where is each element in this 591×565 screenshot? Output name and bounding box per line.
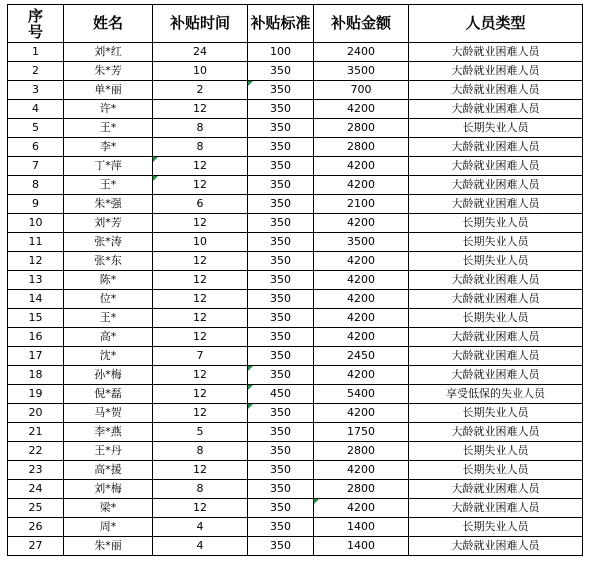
cell-amount[interactable]: 3500: [314, 233, 409, 252]
cell-type[interactable]: 大龄就业困难人员: [409, 366, 583, 385]
cell-type[interactable]: 大龄就业困难人员: [409, 195, 583, 214]
cell-amount[interactable]: 4200: [314, 157, 409, 176]
cell-months[interactable]: 12: [153, 100, 248, 119]
cell-months[interactable]: 8: [153, 119, 248, 138]
cell-months[interactable]: 12: [153, 214, 248, 233]
cell-standard[interactable]: 350: [248, 62, 314, 81]
cell-standard[interactable]: 350: [248, 100, 314, 119]
table-row: [8, 157, 583, 176]
cell-amount[interactable]: 4200: [314, 100, 409, 119]
cell-standard[interactable]: 350: [248, 252, 314, 271]
cell-standard[interactable]: 350: [248, 214, 314, 233]
table-row: [8, 290, 583, 309]
cell-standard[interactable]: 350: [248, 81, 314, 100]
cell-standard[interactable]: 350: [248, 176, 314, 195]
cell-seq[interactable]: 25: [8, 499, 64, 518]
cell-standard[interactable]: 100: [248, 43, 314, 62]
cell-months[interactable]: 10: [153, 233, 248, 252]
cell-type[interactable]: 长期失业人员: [409, 119, 583, 138]
cell-seq[interactable]: 12: [8, 252, 64, 271]
cell-months[interactable]: 12: [153, 176, 248, 195]
cell-amount[interactable]: 4200: [314, 366, 409, 385]
cell-amount[interactable]: 4200: [314, 271, 409, 290]
cell-seq[interactable]: 22: [8, 442, 64, 461]
cell-amount[interactable]: 2800: [314, 442, 409, 461]
cell-type[interactable]: 大龄就业困难人员: [409, 157, 583, 176]
cell-months[interactable]: 12: [153, 385, 248, 404]
cell-standard[interactable]: 350: [248, 290, 314, 309]
cell-standard[interactable]: 350: [248, 442, 314, 461]
cell-seq[interactable]: 3: [8, 81, 64, 100]
cell-seq[interactable]: 14: [8, 290, 64, 309]
cell-seq[interactable]: 6: [8, 138, 64, 157]
table-row: [8, 176, 583, 195]
cell-seq[interactable]: 26: [8, 518, 64, 537]
cell-type[interactable]: 长期失业人员: [409, 252, 583, 271]
table-row: [8, 100, 583, 119]
cell-seq[interactable]: 7: [8, 157, 64, 176]
cell-standard[interactable]: 350: [248, 157, 314, 176]
cell-amount[interactable]: 4200: [314, 252, 409, 271]
cell-months[interactable]: 12: [153, 328, 248, 347]
table-row: [8, 423, 583, 442]
table-row: [8, 537, 583, 556]
cell-months[interactable]: 8: [153, 442, 248, 461]
cell-type[interactable]: 享受低保的失业人员: [409, 385, 583, 404]
cell-name[interactable]: 梁*: [64, 499, 153, 518]
table-row: [8, 271, 583, 290]
cell-seq[interactable]: 27: [8, 537, 64, 556]
cell-standard[interactable]: 350: [248, 537, 314, 556]
cell-seq[interactable]: 15: [8, 309, 64, 328]
cell-name[interactable]: 王*丹: [64, 442, 153, 461]
cell-seq[interactable]: 24: [8, 480, 64, 499]
cell-months[interactable]: 7: [153, 347, 248, 366]
cell-amount[interactable]: 2800: [314, 119, 409, 138]
cell-amount[interactable]: 1400: [314, 537, 409, 556]
cell-name[interactable]: 朱*强: [64, 195, 153, 214]
cell-name[interactable]: 李*: [64, 138, 153, 157]
cell-type[interactable]: 大龄就业困难人员: [409, 480, 583, 499]
header-row: [8, 5, 583, 43]
table-row: [8, 309, 583, 328]
cell-months[interactable]: 12: [153, 157, 248, 176]
cell-name[interactable]: 陈*: [64, 271, 153, 290]
cell-months[interactable]: 12: [153, 271, 248, 290]
cell-months[interactable]: 12: [153, 499, 248, 518]
table-row: [8, 366, 583, 385]
cell-seq[interactable]: 2: [8, 62, 64, 81]
cell-standard[interactable]: 350: [248, 138, 314, 157]
cell-standard[interactable]: 350: [248, 195, 314, 214]
table-row: [8, 43, 583, 62]
table-row: [8, 499, 583, 518]
cell-standard[interactable]: 350: [248, 423, 314, 442]
cell-months[interactable]: 8: [153, 480, 248, 499]
cell-months[interactable]: 24: [153, 43, 248, 62]
cell-months[interactable]: 12: [153, 290, 248, 309]
table-row: [8, 518, 583, 537]
cell-seq[interactable]: 9: [8, 195, 64, 214]
cell-name[interactable]: 高*援: [64, 461, 153, 480]
cell-seq[interactable]: 11: [8, 233, 64, 252]
cell-name[interactable]: 单*丽: [64, 81, 153, 100]
cell-name[interactable]: 王*: [64, 119, 153, 138]
cell-standard[interactable]: 350: [248, 404, 314, 423]
cell-months[interactable]: 8: [153, 138, 248, 157]
cell-type[interactable]: 大龄就业困难人员: [409, 423, 583, 442]
header-amount[interactable]: 补贴金额: [314, 5, 409, 43]
cell-seq[interactable]: 18: [8, 366, 64, 385]
cell-months[interactable]: 6: [153, 195, 248, 214]
cell-seq[interactable]: 1: [8, 43, 64, 62]
table-row: [8, 138, 583, 157]
header-type[interactable]: 人员类型: [409, 5, 583, 43]
cell-type[interactable]: 大龄就业困难人员: [409, 43, 583, 62]
cell-name[interactable]: 周*: [64, 518, 153, 537]
cell-type[interactable]: 长期失业人员: [409, 518, 583, 537]
cell-months[interactable]: 12: [153, 366, 248, 385]
cell-standard[interactable]: 450: [248, 385, 314, 404]
cell-amount[interactable]: 3500: [314, 62, 409, 81]
cell-amount[interactable]: 2100: [314, 195, 409, 214]
cell-amount[interactable]: 2800: [314, 480, 409, 499]
header-seq-line1: 序: [27, 6, 43, 25]
cell-standard[interactable]: 350: [248, 499, 314, 518]
cell-name[interactable]: 王*: [64, 309, 153, 328]
cell-amount[interactable]: 2400: [314, 43, 409, 62]
cell-type[interactable]: 长期失业人员: [409, 442, 583, 461]
cell-name[interactable]: 沈*: [64, 347, 153, 366]
cell-amount[interactable]: 1750: [314, 423, 409, 442]
cell-amount[interactable]: 4200: [314, 176, 409, 195]
cell-name[interactable]: 马*贺: [64, 404, 153, 423]
cell-name[interactable]: 丁*萍: [64, 157, 153, 176]
cell-name[interactable]: 张*涛: [64, 233, 153, 252]
cell-type[interactable]: 长期失业人员: [409, 309, 583, 328]
cell-standard[interactable]: 350: [248, 328, 314, 347]
subsidy-table: [7, 4, 583, 556]
cell-name[interactable]: 张*东: [64, 252, 153, 271]
cell-name[interactable]: 位*: [64, 290, 153, 309]
cell-seq[interactable]: 8: [8, 176, 64, 195]
cell-type[interactable]: 大龄就业困难人员: [409, 328, 583, 347]
cell-name[interactable]: 朱*芳: [64, 62, 153, 81]
header-standard[interactable]: 补贴标准: [248, 5, 314, 43]
cell-seq[interactable]: 19: [8, 385, 64, 404]
table-row: [8, 442, 583, 461]
cell-name[interactable]: 刘*红: [64, 43, 153, 62]
cell-standard[interactable]: 350: [248, 309, 314, 328]
cell-months[interactable]: 12: [153, 461, 248, 480]
cell-months[interactable]: 4: [153, 518, 248, 537]
cell-standard[interactable]: 350: [248, 518, 314, 537]
table-row: [8, 214, 583, 233]
table-row: [8, 195, 583, 214]
header-name[interactable]: 姓名: [64, 5, 153, 43]
cell-type[interactable]: 大龄就业困难人员: [409, 100, 583, 119]
cell-name[interactable]: 许*: [64, 100, 153, 119]
cell-amount[interactable]: 4200: [314, 328, 409, 347]
cell-amount[interactable]: 2450: [314, 347, 409, 366]
cell-seq[interactable]: 16: [8, 328, 64, 347]
cell-name[interactable]: 倪*磊: [64, 385, 153, 404]
cell-name[interactable]: 王*: [64, 176, 153, 195]
table-row: [8, 252, 583, 271]
table-row: [8, 233, 583, 252]
cell-type[interactable]: 大龄就业困难人员: [409, 537, 583, 556]
cell-type[interactable]: 大龄就业困难人员: [409, 81, 583, 100]
cell-amount[interactable]: 4200: [314, 309, 409, 328]
cell-amount[interactable]: 700: [314, 81, 409, 100]
cell-type[interactable]: 大龄就业困难人员: [409, 347, 583, 366]
header-seq[interactable]: [8, 5, 64, 43]
cell-standard[interactable]: 350: [248, 271, 314, 290]
cell-name[interactable]: 刘*梅: [64, 480, 153, 499]
cell-amount[interactable]: 4200: [314, 461, 409, 480]
table-row: [8, 461, 583, 480]
cell-months[interactable]: 4: [153, 537, 248, 556]
cell-amount[interactable]: 4200: [314, 214, 409, 233]
cell-standard[interactable]: 350: [248, 119, 314, 138]
cell-type[interactable]: 长期失业人员: [409, 214, 583, 233]
table-row: [8, 328, 583, 347]
cell-name[interactable]: 刘*芳: [64, 214, 153, 233]
cell-type[interactable]: 大龄就业困难人员: [409, 138, 583, 157]
cell-type[interactable]: 大龄就业困难人员: [409, 271, 583, 290]
cell-standard[interactable]: 350: [248, 347, 314, 366]
cell-months[interactable]: 2: [153, 81, 248, 100]
cell-type[interactable]: 大龄就业困难人员: [409, 499, 583, 518]
cell-seq[interactable]: 4: [8, 100, 64, 119]
cell-amount[interactable]: 4200: [314, 404, 409, 423]
cell-months[interactable]: 5: [153, 423, 248, 442]
cell-name[interactable]: 朱*丽: [64, 537, 153, 556]
table-row: [8, 404, 583, 423]
cell-standard[interactable]: 350: [248, 461, 314, 480]
cell-name[interactable]: 孙*梅: [64, 366, 153, 385]
cell-type[interactable]: 大龄就业困难人员: [409, 290, 583, 309]
cell-standard[interactable]: 350: [248, 480, 314, 499]
table-row: [8, 62, 583, 81]
cell-type[interactable]: 长期失业人员: [409, 461, 583, 480]
cell-amount[interactable]: 2800: [314, 138, 409, 157]
cell-amount[interactable]: 4200: [314, 290, 409, 309]
cell-name[interactable]: 高*: [64, 328, 153, 347]
cell-amount[interactable]: 1400: [314, 518, 409, 537]
cell-months[interactable]: 12: [153, 404, 248, 423]
table-row: [8, 119, 583, 138]
cell-type[interactable]: 长期失业人员: [409, 233, 583, 252]
cell-name[interactable]: 李*燕: [64, 423, 153, 442]
cell-amount[interactable]: 4200: [314, 499, 409, 518]
cell-amount[interactable]: 5400: [314, 385, 409, 404]
cell-standard[interactable]: 350: [248, 233, 314, 252]
cell-months[interactable]: 12: [153, 309, 248, 328]
table-row: [8, 385, 583, 404]
cell-standard[interactable]: 350: [248, 366, 314, 385]
cell-seq[interactable]: 20: [8, 404, 64, 423]
cell-seq[interactable]: 17: [8, 347, 64, 366]
cell-seq[interactable]: 5: [8, 119, 64, 138]
cell-months[interactable]: 10: [153, 62, 248, 81]
header-months[interactable]: 补贴时间: [153, 5, 248, 43]
cell-seq[interactable]: 10: [8, 214, 64, 233]
cell-seq[interactable]: 23: [8, 461, 64, 480]
cell-type[interactable]: 大龄就业困难人员: [409, 62, 583, 81]
table-row: [8, 347, 583, 366]
table-row: [8, 480, 583, 499]
cell-months[interactable]: 12: [153, 252, 248, 271]
cell-seq[interactable]: 13: [8, 271, 64, 290]
table-row: [8, 81, 583, 100]
cell-seq[interactable]: 21: [8, 423, 64, 442]
cell-type[interactable]: 大龄就业困难人员: [409, 176, 583, 195]
header-seq-line2: 号: [27, 22, 43, 41]
cell-type[interactable]: 长期失业人员: [409, 404, 583, 423]
